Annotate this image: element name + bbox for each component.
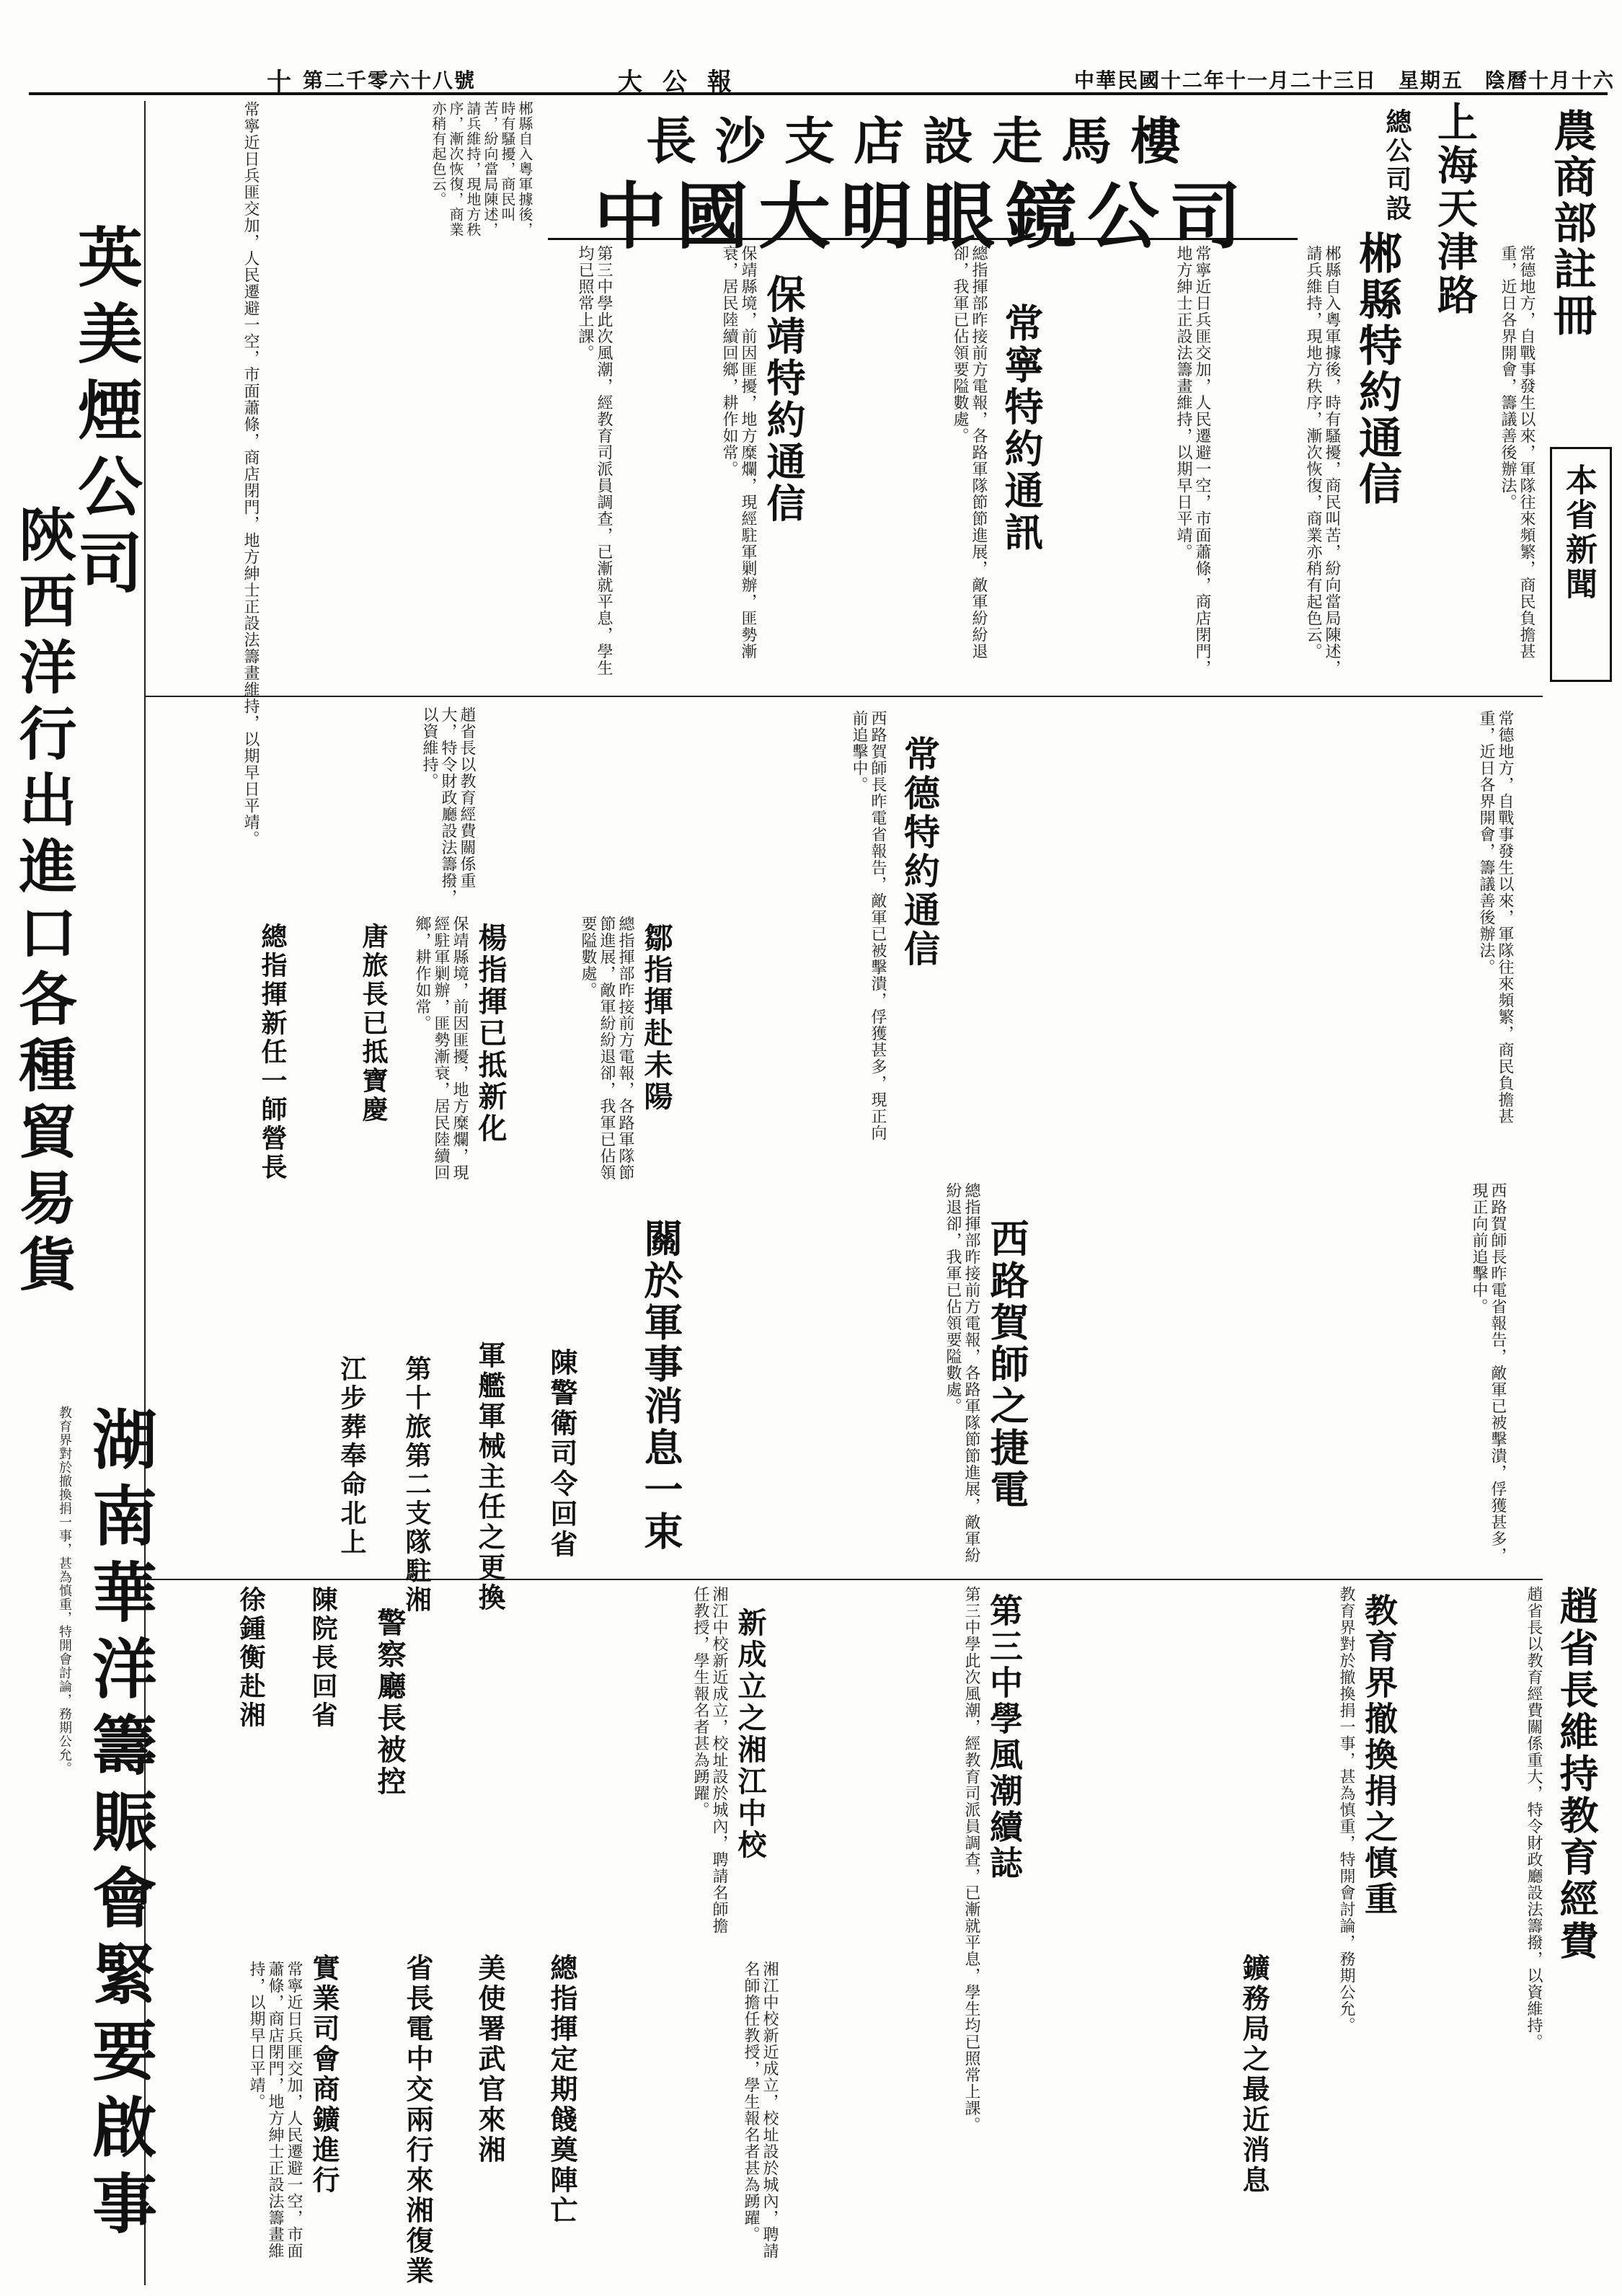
headline-baojing: 保靖特約通信 xyxy=(761,274,807,525)
ad-registration: 農商部註冊 xyxy=(1546,108,1597,339)
rule-middle xyxy=(144,1579,1543,1580)
ad-notice-column-1: 郴縣自入粵軍據後，時有騷擾，商民叫苦，紛向當局陳述，請兵維持，現地方秩序，漸次恢復，商業亦稍有起色云。 xyxy=(430,101,533,237)
headline-kuangwu: 鑛務局之最近消息 xyxy=(1238,1954,1270,2196)
headline-junshi: 關於軍事消息一束 xyxy=(638,1218,684,1553)
section-label: 本省新聞 xyxy=(1560,464,1597,602)
body-lower-left-2: 湘江中校新近成立，校址設於城內，聘請名師擔任教授，學生報名者甚為踴躍。 xyxy=(742,1961,779,2259)
body-baojing: 保靖縣境，前因匪擾，地方糜爛，現經駐軍剿辦，匪勢漸衰，居民陸續回鄉，耕作如常。 xyxy=(720,245,757,660)
left-banner-relief: 湖南華洋籌賑會緊要啟事 xyxy=(81,1406,157,2246)
headline-changning: 常寧特約通訊 xyxy=(998,303,1045,554)
headline-jiangbu: 江步葬奉命北上 xyxy=(337,1355,367,1557)
body-changning-2: 總指揮部昨接前方電報，各路軍隊節節進展，敵軍紛紛退卻，我軍已佔領要隘數處。 xyxy=(951,245,988,660)
body-chenxian-2: 常德地方，自戰事發生以來，軍隊往來頻繁，商民負擔甚重，近日各界開會，籌議善後辦法。 xyxy=(1499,245,1535,660)
body-disan: 第三中學此次風潮，經教育司派員調查，已漸就平息，學生均已照常上課。 xyxy=(962,1586,980,2133)
headline-shiye: 實業司會商鑛進行 xyxy=(308,1954,340,2196)
headline-zou: 鄒指揮赴未陽 xyxy=(639,923,673,1113)
section-label-box xyxy=(1550,447,1612,682)
headline-changde: 常德特約通信 xyxy=(898,735,941,969)
headline-dishilv: 第十旅第二支隊駐湘 xyxy=(402,1355,432,1615)
body-lower-left: 常寧近日兵匪交加，人民遷避一空，市面蕭條，商店閉門，地方紳士正設法籌畫維持，以期早日平靖。 xyxy=(247,1961,303,2259)
masthead-section: 十 xyxy=(267,68,291,97)
body-chenxian: 郴縣自入粵軍據後，時有騷擾，商民叫苦，紛向當局陳述，請兵維持，現地方秩序，漸次恢復，商業亦稍有起色云。 xyxy=(1304,245,1341,676)
headline-chenyuanzhang: 陳院長回省 xyxy=(308,1586,338,1730)
body-changde-2: 西路賀師長昨電省報告，敵軍已被擊潰，俘獲甚多，現正向前追擊中。 xyxy=(850,710,887,1141)
body-junshi: 總指揮部昨接前方電報，各路軍隊節節進展，敵軍紛紛退卻，我軍已佔領要隘數處。 xyxy=(944,1182,980,1564)
ad-optical-company xyxy=(548,101,1298,259)
headline-yang: 楊指揮已抵新化 xyxy=(474,923,508,1145)
body-xilu: 西路賀師長昨電省報告，敵軍已被擊潰，俘獲甚多，現正向前追擊中。 xyxy=(1470,1182,1507,1564)
masthead-paper-name: 大公報 xyxy=(618,68,752,97)
headline-meishi: 美使署武官來湘 xyxy=(474,1954,506,2166)
headline-jiaoyujie: 教育界撤換捐之慎重 xyxy=(1360,1593,1399,1918)
masthead-strip xyxy=(29,62,1615,97)
ad-company-name: 中國大明眼鏡公司 xyxy=(594,174,1251,259)
headline-chenxian: 郴縣特約通信 xyxy=(1352,231,1402,507)
body-left-banner: 教育界對於撤換捐一事，甚為慎重，特開會討論，務期公允。 xyxy=(57,1406,72,1776)
headline-jingcha: 警察廳長被控 xyxy=(373,1608,407,1798)
headline-tang: 唐旅長已抵寶慶 xyxy=(358,923,389,1125)
body-changning: 常寧近日兵匪交加，人民遷避一空，市面蕭條，商店閉門，地方紳士正設法籌畫維持，以期早日平靖。 xyxy=(1174,245,1211,676)
body-yang: 保靖縣境，前因匪擾，地方糜爛，現經駐軍剿辦，匪勢漸衰，居民陸續回鄉，耕作如常。 xyxy=(413,916,469,1181)
headline-zongzhihui-dingqi: 總指揮定期餞奠陣亡 xyxy=(546,1954,578,2226)
left-banner-tobacco: 英美煙公司 xyxy=(66,223,143,606)
headline-disan: 第三中學風潮續誌 xyxy=(985,1593,1024,1881)
body-zhaoshengzhang: 趙省長以教育經費關係重大，特令財政廳設法籌撥，以資維持。 xyxy=(1525,1586,1543,2050)
headline-zongzhihui: 總指揮新任一師營長 xyxy=(257,923,288,1182)
headline-xiangjiang: 新成立之湘江中校 xyxy=(733,1608,767,1861)
body-xiangjiang: 湘江中校新近成立，校址設於城內，聘請名師擔任教授，學生報名者甚為踴躍。 xyxy=(691,1586,728,1934)
headline-xilu: 西路賀師之捷電 xyxy=(984,1218,1030,1511)
ad-address-line-1: 上海天津路 xyxy=(1431,101,1479,317)
rule-upper xyxy=(144,696,1543,697)
masthead-date-line: 中華民國十二年十一月二十三日 星期五 陰曆十月十六 xyxy=(1073,68,1615,92)
body-changde: 常德地方，自戰事發生以來，軍隊往來頻繁，商民負擔甚重，近日各界開會，籌議善後辦法。 xyxy=(1477,710,1514,1125)
body-jiaoyujie: 教育界對於撤換捐一事，甚為慎重，特開會討論，務期公允。 xyxy=(1337,1586,1355,2034)
ad-address-line-2: 總公司設 xyxy=(1382,108,1412,223)
headline-chen-jingwei: 陳警衛司令回省 xyxy=(546,1348,578,1560)
headline-junjian: 軍艦軍械主任之更換 xyxy=(474,1341,506,1613)
headline-xu: 徐鍾衡赴湘 xyxy=(236,1586,266,1730)
ad-company-subtitle: 長沙支店設走馬樓 xyxy=(646,111,1200,171)
body-left-upper-2: 趙省長以教育經費關係重大，特令財政廳設法籌撥，以資維持。 xyxy=(420,706,476,905)
headline-zhaoshengzhang: 趙省長維持教育經費 xyxy=(1554,1586,1600,1962)
left-banner-trade: 陝西洋行出進口各種貿易貨 xyxy=(9,505,77,1300)
body-zou: 總指揮部昨接前方電報，各路軍隊節節進展，敵軍紛紛退卻，我軍已佔領要隘數處。 xyxy=(579,916,634,1181)
masthead-edition: 第二千零六十八號 xyxy=(303,68,477,92)
body-left-upper: 常寧近日兵匪交加，人民遷避一空，市面蕭條，商店閉門，地方紳士正設法籌畫維持，以期早日平靖。 xyxy=(241,101,260,847)
headline-zhongjiao: 省長電中交兩行來湘復業 xyxy=(402,1954,434,2287)
body-baojing-2: 第三中學此次風潮，經教育司派員調查，已漸就平息，學生均已照常上課。 xyxy=(576,245,613,676)
